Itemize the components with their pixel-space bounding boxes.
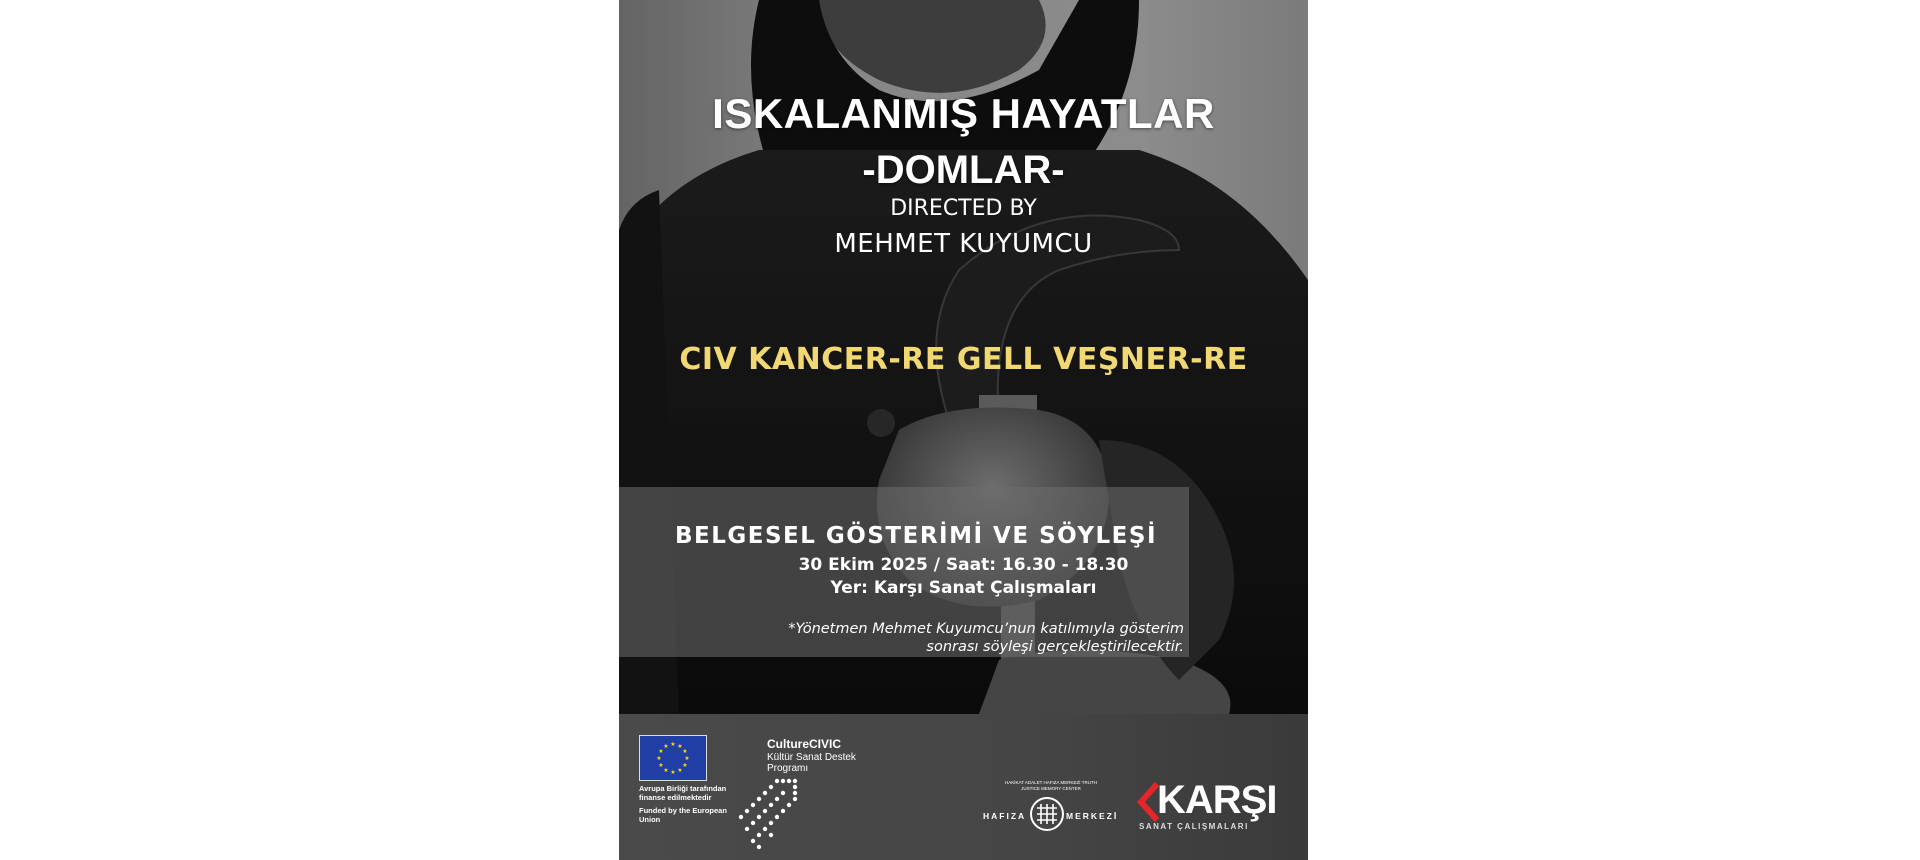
- svg-text:★: ★: [663, 743, 669, 750]
- event-venue: Yer: Karşı Sanat Çalışmaları: [830, 578, 1097, 598]
- svg-text:★: ★: [658, 762, 664, 769]
- culturecivic-arrow-logo: [731, 772, 811, 852]
- svg-text:★: ★: [663, 767, 669, 774]
- karsi-logo-subtitle: SANAT ÇALIŞMALARI: [1139, 822, 1249, 831]
- event-title: BELGESEL GÖSTERİMİ VE SÖYLEŞİ: [675, 523, 1158, 549]
- svg-text:★: ★: [670, 741, 676, 748]
- tagline: CIV KANCER-RE GELL VEŞNER-RE: [679, 342, 1248, 377]
- event-date-time: 30 Ekim 2025 / Saat: 16.30 - 18.30: [798, 555, 1129, 575]
- sponsor-footer: [619, 714, 1308, 860]
- hafiza-center-caption: HAKİKAT ADALET HAFIZA MERKEZİ TRUTH JUSTICE MEMORY CENTER: [1005, 780, 1097, 791]
- svg-text:★: ★: [682, 762, 688, 769]
- director-name: MEHMET KUYUMCU: [834, 229, 1093, 259]
- event-poster: [619, 0, 1308, 860]
- eu-funding-text-tr: Avrupa Birliği tarafından finanse edilmektedir: [639, 784, 727, 802]
- svg-text:★: ★: [684, 755, 690, 762]
- event-note-line-1: *Yönetmen Mehmet Kuyumcu’nun katılımıyla gösterim: [788, 621, 1184, 637]
- event-note: [684, 620, 1184, 656]
- directed-by-label: DIRECTED BY: [890, 196, 1037, 221]
- hafiza-word: HAFIZA: [983, 811, 1027, 821]
- svg-text:★: ★: [682, 748, 688, 755]
- eu-flag-icon: [639, 735, 707, 781]
- svg-text:★: ★: [677, 743, 683, 750]
- svg-text:★: ★: [658, 748, 664, 755]
- culturecivic-title: CultureCIVIC: [767, 737, 842, 751]
- karsi-logo-word: KARŞI: [1157, 778, 1277, 822]
- culturecivic-subtitle: Kültür Sanat Destek Programı: [767, 752, 856, 774]
- svg-text:★: ★: [656, 755, 662, 762]
- eu-funding-text-en: Funded by the European Union: [639, 806, 727, 824]
- film-subtitle-domlar: -DOMLAR-: [862, 148, 1065, 192]
- hafiza-merkezi-logo-icon: [1029, 796, 1065, 832]
- svg-text:★: ★: [677, 767, 683, 774]
- merkezi-word: MERKEZİ: [1066, 811, 1119, 821]
- film-title: ISKALANMIŞ HAYATLAR: [712, 90, 1215, 137]
- svg-text:★: ★: [670, 769, 676, 776]
- event-note-line-2: sonrası söyleşi gerçekleştirilecektir.: [926, 639, 1184, 655]
